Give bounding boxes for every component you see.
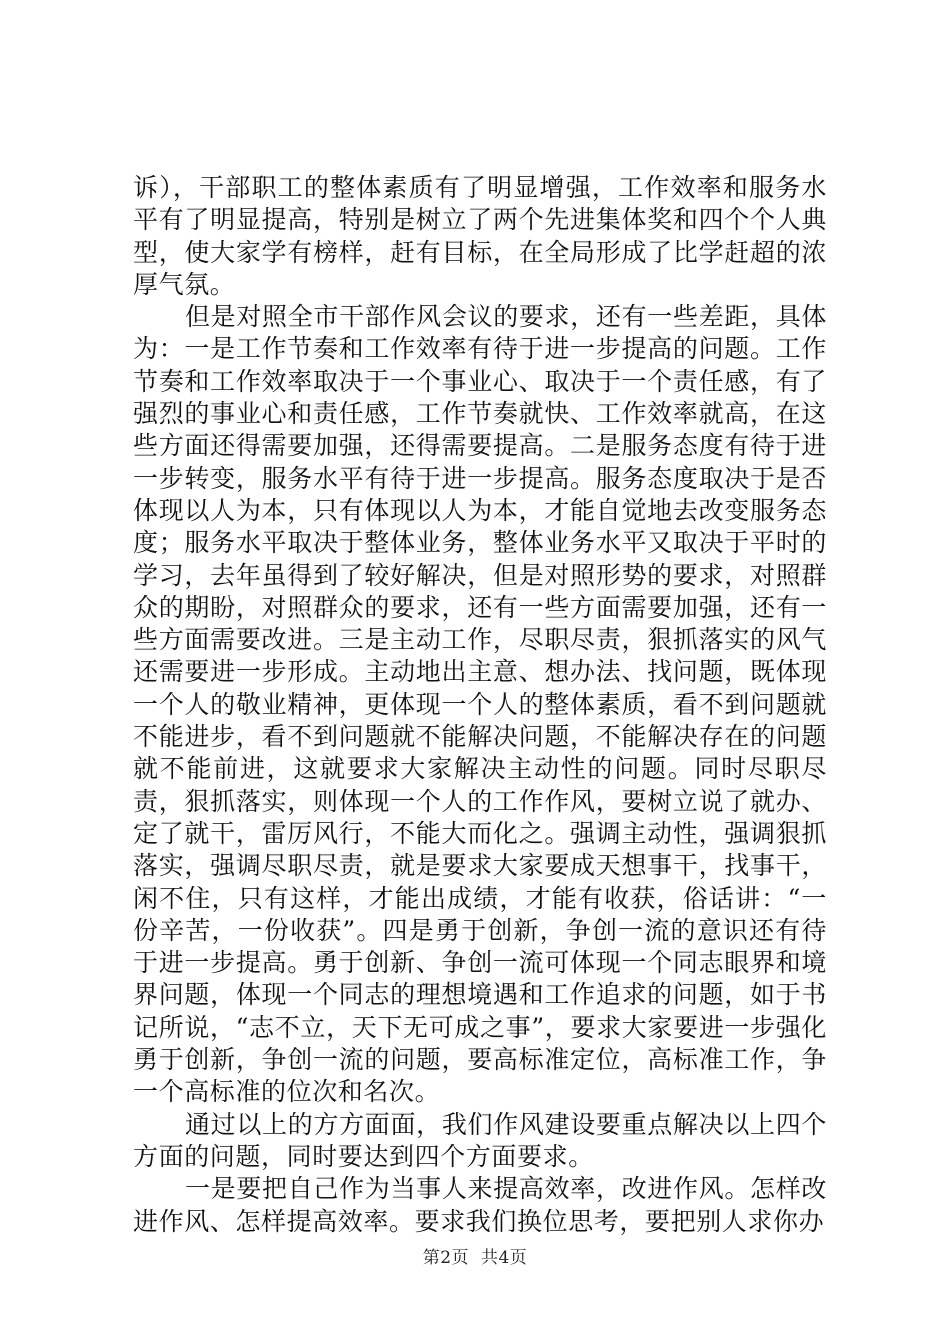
page-total: 共4页 [480, 1248, 528, 1268]
paragraph-gaps-analysis: 但是对照全市干部作风会议的要求，还有一些差距，具体为：一是工作节奏和工作效率有待于进一步提高的问题。工作节奏和工作效率取决于一个事业心、取决于一个责任感，有了强烈的事业心和责任感，工作节奏就快、工作效率就高，在这些方面还得需要加强，还得需要提高。二是服务态度有待于进一步转变，服务水平有待于进一步提高。服务态度取决于是否体现以人为本，只有体现以人为本，才能自觉地去改变服务态度；服务水平取决于整体业务，整体业务水平又取决于平时的学习，去年虽得到了较好解决，但是对照形势的要求，对照群众的期盼，对照群众的要求，还有一些方面需要加强，还有一些方面需要改进。三是主动工作，尽职尽责，狠抓落实的风气还需要进一步形成。主动地出主意、想办法、找问题，既体现一个人的敬业精神，更体现一个人的整体素质，看不到问题就不能进步，看不到问题就不能解决问题，不能解决存在的问题就不能前进，这就要求大家解决主动性的问题。同时尽职尽责，狠抓落实，则体现一个人的工作作风，要树立说了就办、定了就干，雷厉风行，不能大而化之。强调主动性，强调狠抓落实，强调尽职尽责，就是要求大家要成天想事干，找事干，闲不住，只有这样，才能出成绩，才能有收获，俗话讲：“一份辛苦，一份收获”。四是勇于创新，争创一流的意识还有待于进一步提高。勇于创新、争创一流可体现一个同志眼界和境界问题，体现一个同志的理想境遇和工作追求的问题，如于书记所说，“志不立，天下无可成之事”，要求大家要进一步强化勇于创新，争创一流的问题，要高标准定位，高标准工作，争一个高标准的位次和名次。 [133, 302, 827, 1107]
document-body [133, 172, 827, 1238]
page-footer [0, 1243, 950, 1268]
paragraph-continuation: 诉），干部职工的整体素质有了明显增强，工作效率和服务水平有了明显提高，特别是树立了两个先进集体奖和四个个人典型，使大家学有榜样，赶有目标，在全局形成了比学赶超的浓厚气氛。 [133, 173, 827, 299]
page-number: 第2页 [422, 1248, 470, 1268]
paragraph-requirement-one: 一是要把自己作为当事人来提高效率，改进作风。怎样改进作风、怎样提高效率。要求我们换位思考，要把别人求你办 [133, 1174, 827, 1236]
paragraph-summary: 通过以上的方方面面，我们作风建设要重点解决以上四个方面的问题，同时要达到四个方面要求。 [133, 1109, 827, 1171]
